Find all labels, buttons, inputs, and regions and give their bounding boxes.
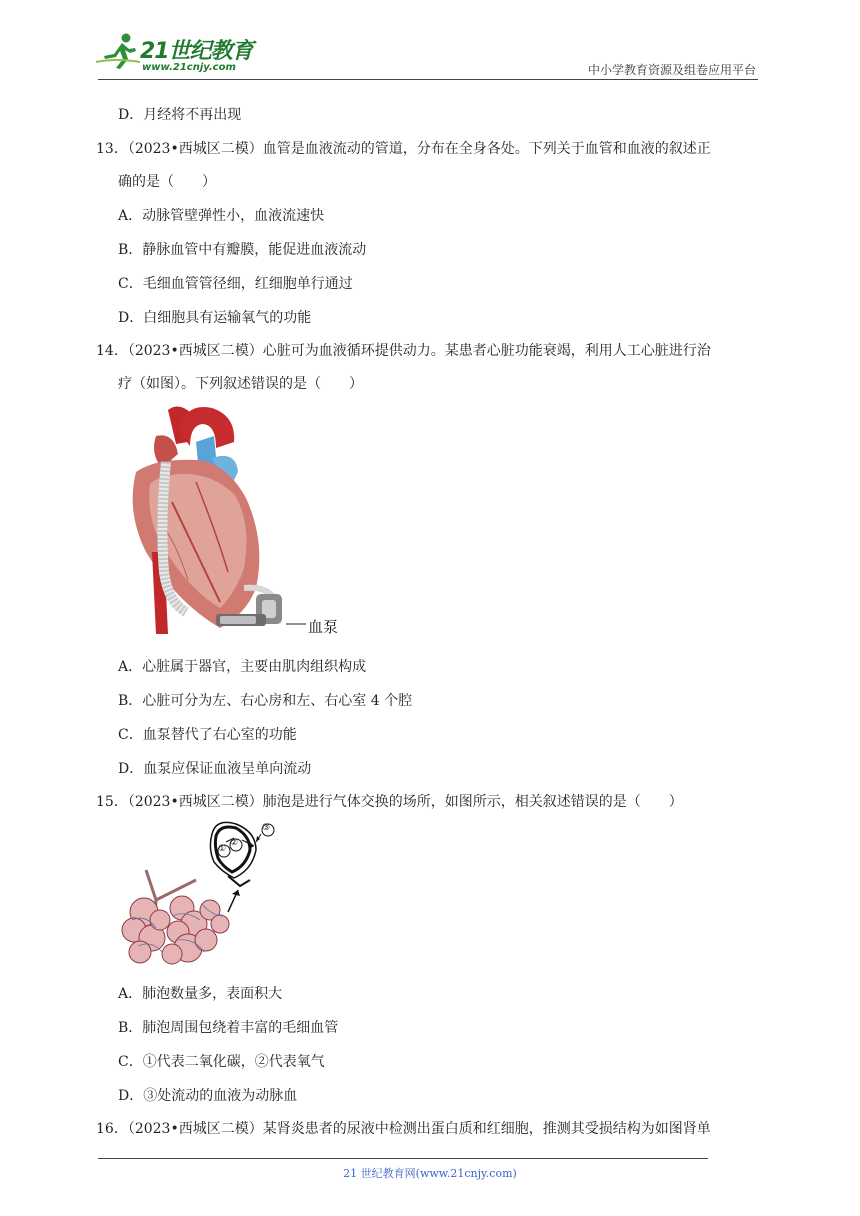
site-title: 中小学教育资源及组卷应用平台 (587, 63, 756, 77)
option-c: C．毛细血管管径细，红细胞单行通过 (118, 276, 353, 292)
option-d: D．③处流动的血液为动脉血 (118, 1088, 298, 1104)
heart-pump-figure (116, 402, 376, 642)
option-b: B．心脏可分为左、右心房和左、右心室 4 个腔 (118, 693, 413, 709)
page-footer: 21 世纪教育网(www.21cnjy.com) (343, 1167, 517, 1180)
option-b: B．静脉血管中有瓣膜，能促进血液流动 (118, 242, 367, 258)
header-divider (98, 79, 758, 80)
runner-logo-icon (96, 32, 140, 72)
label-2: ② (230, 838, 239, 848)
footer-divider (98, 1158, 708, 1159)
option-b: B．肺泡周围包绕着丰富的毛细血管 (118, 1020, 339, 1036)
alveoli-illustration (116, 820, 286, 976)
option-c: C．血泵替代了右心室的功能 (118, 727, 297, 743)
option-d: D．白细胞具有运输氧气的功能 (118, 310, 312, 326)
option-a: A．动脉管壁弹性小，血液流速快 (118, 208, 325, 224)
question-13-stem: 13．（2023•西城区二模）血管是血液流动的管道，分布在全身各处。下列关于血管和血液的叙述正 (96, 141, 711, 157)
option-d: D．血泵应保证血液呈单向流动 (118, 761, 312, 777)
option-c: C．①代表二氧化碳，②代表氧气 (118, 1054, 325, 1070)
page-header (0, 0, 860, 80)
option-a: A．肺泡数量多，表面积大 (118, 986, 283, 1002)
logo-text: 21世纪教育 (140, 39, 253, 64)
question-14-stem-cont: 疗（如图）。下列叙述错误的是（ ） (118, 376, 363, 392)
logo-url: www.21cnjy.com (142, 62, 236, 73)
heart-illustration (116, 402, 376, 642)
blood-pump-label: 血泵 (308, 618, 339, 636)
label-1: ① (218, 844, 227, 854)
question-15-stem: 15．（2023•西城区二模）肺泡是进行气体交换的场所，如图所示，相关叙述错误的是（ ） (96, 794, 683, 810)
alveoli-figure (116, 820, 286, 976)
label-3: ③ (262, 823, 271, 833)
question-13-stem-cont: 确的是（ ） (118, 174, 216, 190)
site-logo (96, 32, 266, 78)
question-14-stem: 14．（2023•西城区二模）心脏可为血液循环提供动力。某患者心脏功能衰竭，利用人工心脏进行治 (96, 343, 711, 359)
question-16-stem: 16．（2023•西城区二模）某肾炎患者的尿液中检测出蛋白质和红细胞，推测其受损结构为如图肾单 (96, 1121, 711, 1137)
option-d: D．月经将不再出现 (118, 107, 242, 123)
option-a: A．心脏属于器官，主要由肌肉组织构成 (118, 659, 367, 675)
